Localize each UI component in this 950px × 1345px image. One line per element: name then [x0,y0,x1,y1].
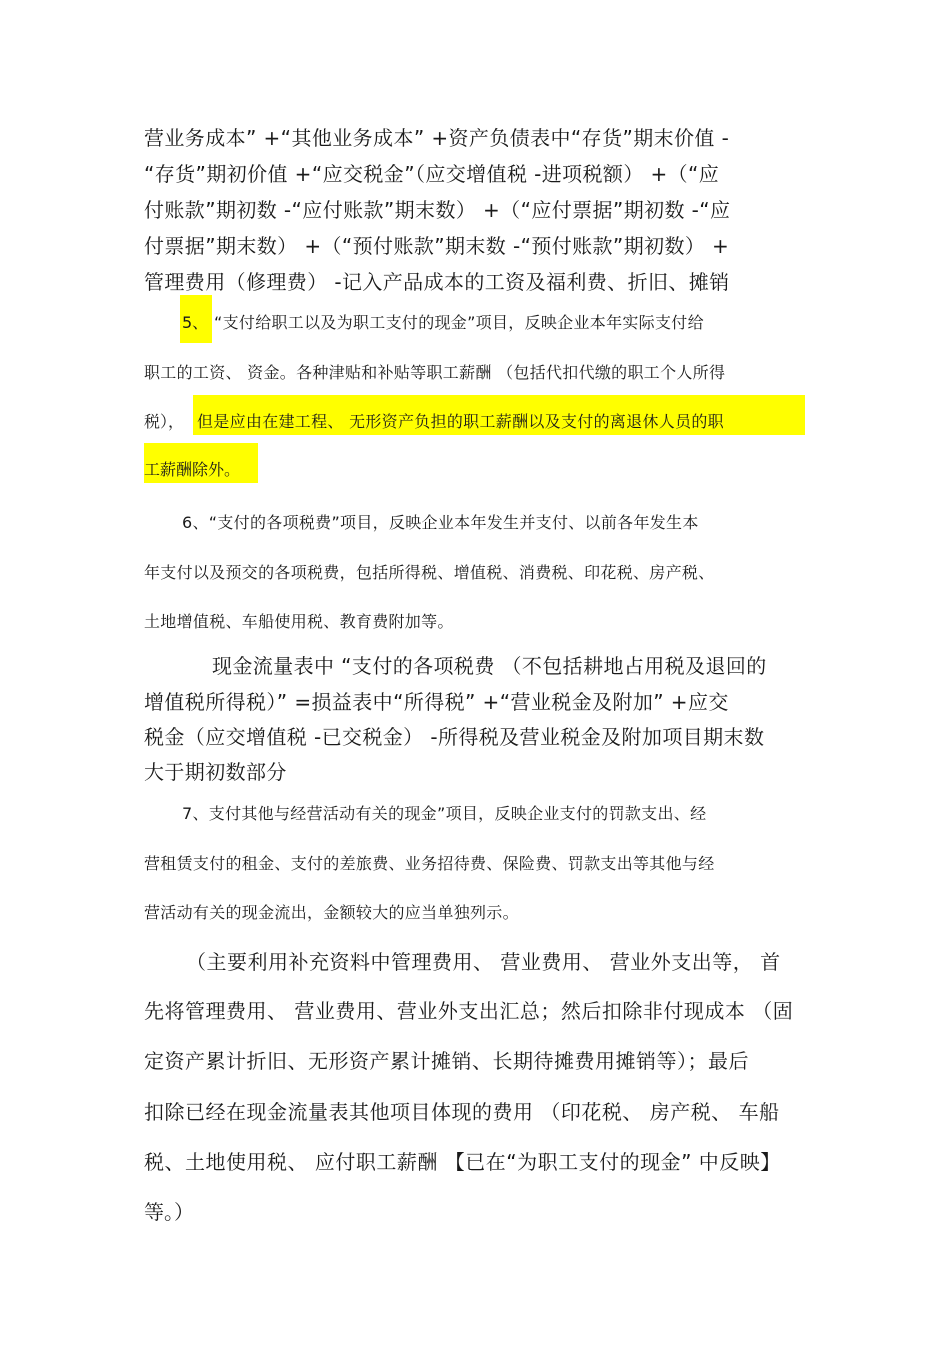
item5-line-3-highlight: 但是应由在建工程、 无形资产负担的职工薪酬以及支付的离退休人员的职 [197,412,724,431]
item5-line-1: “支付给职工以及为职工支付的现金”项目，反映企业本年实际支付给 [214,313,704,332]
item5-line-2: 职工的工资、 资金。各种津贴和补贴等职工薪酬 （包括代扣代缴的职工个人所得 [144,363,726,382]
note-line-1: （主要利用补充资料中管理费用、 营业费用、 营业外支出等， 首 [186,950,781,974]
note-line-6: 等。） [144,1200,194,1224]
item7-line-1: 7、支付其他与经营活动有关的现金”项目，反映企业支付的罚款支出、经 [182,804,707,823]
item5-line-3-prefix: 税）， [144,412,185,431]
item5-line-4-highlight: 工薪酬除外。 [144,460,241,479]
item7-line-2: 营租赁支付的租金、支付的差旅费、业务招待费、保险费、罚款支出等其他与经 [144,854,715,873]
formula-line-3: 付账款”期初数 -“应付账款”期末数） +（“应付票据”期初数 -“应 [144,198,731,222]
item6-line-1: 6、“支付的各项税费”项目，反映企业本年发生并支付、以前各年发生本 [182,513,699,532]
item6-line-2: 年支付以及预交的各项税费，包括所得税、增值税、消费税、印花税、房产税、 [144,563,715,582]
tax-formula-line-2: 增值税所得税）” =损益表中“所得税” +“营业税金及附加” +应交 [144,690,729,714]
note-line-5: 税、土地使用税、 应付职工薪酬 【已在“为职工支付的现金” 中反映】 [144,1150,781,1174]
formula-line-1: 营业务成本” +“其他业务成本” +资产负债表中“存货”期末价值 - [144,126,730,150]
formula-line-5: 管理费用（修理费） -记入产品成本的工资及福利费、折旧、摊销 [144,270,730,294]
tax-formula-line-1: 现金流量表中 “支付的各项税费 （不包括耕地占用税及退回的 [212,654,767,678]
formula-line-2: “存货”期初价值 +“应交税金”（应交增值税 -进项税额） +（“应 [144,162,720,186]
item5-number: 5、 [182,313,209,332]
note-line-3: 定资产累计折旧、无形资产累计摊销、长期待摊费用摊销等）；最后 [144,1049,749,1073]
note-line-4: 扣除已经在现金流量表其他项目体现的费用 （印花税、 房产税、 车船 [144,1100,780,1124]
note-line-2: 先将管理费用、 营业费用、营业外支出汇总；然后扣除非付现成本 （固 [144,999,794,1023]
formula-line-4: 付票据”期末数） +（“预付账款”期末数 -“预付账款”期初数） + [144,234,730,258]
item6-line-3: 土地增值税、车船使用税、教育费附加等。 [144,612,454,631]
tax-formula-line-4: 大于期初数部分 [144,760,287,784]
item7-line-3: 营活动有关的现金流出，金额较大的应当单独列示。 [144,903,519,922]
tax-formula-line-3: 税金（应交增值税 -已交税金） -所得税及营业税金及附加项目期末数 [144,725,765,749]
